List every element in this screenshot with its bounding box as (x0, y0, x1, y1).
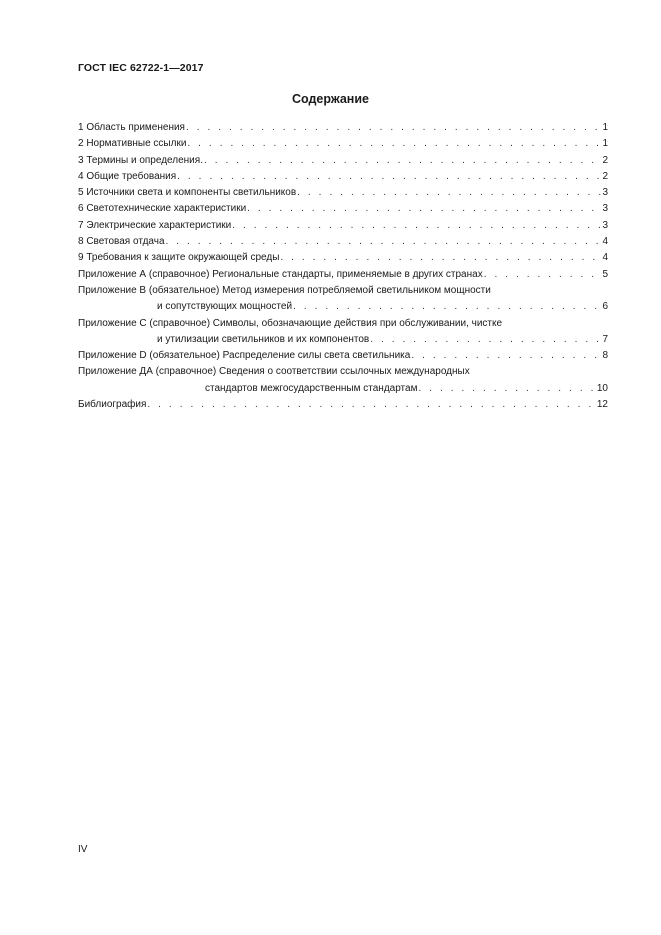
document-code: ГОСТ IEC 62722-1—2017 (78, 62, 204, 74)
toc-entry-title: 8 Световая отдача (78, 236, 165, 248)
toc-leader-dots (204, 153, 601, 169)
toc-page-number: 1 (602, 138, 608, 150)
toc-page-number: 3 (602, 187, 608, 199)
toc-entry[interactable] (78, 136, 608, 152)
toc-page-number: 8 (602, 350, 608, 362)
toc-entry[interactable] (78, 250, 608, 266)
toc-page-number: 3 (602, 203, 608, 215)
toc-entry-title: 3 Термины и определения. (78, 154, 203, 166)
toc-entry-title: Приложение С (справочное) Символы, обозначающие действия при обслуживании, чистке (78, 317, 503, 329)
toc-entry-title: 6 Светотехнические характеристики (78, 203, 247, 215)
toc-leader-dots (484, 267, 602, 283)
toc-entry-title-continuation: стандартов межгосударственным стандартам (205, 382, 418, 394)
toc-entry-title: Приложение ДА (справочное) Сведения о соответствии ссылочных международных (78, 366, 470, 378)
toc-entry[interactable] (78, 234, 608, 250)
toc-leader-dots (232, 218, 601, 234)
toc-entry[interactable] (78, 267, 608, 283)
toc-leader-dots (297, 185, 601, 201)
toc-leader-dots (418, 381, 595, 397)
toc-entry[interactable] (78, 316, 608, 349)
toc-page-number: 1 (602, 122, 608, 133)
toc-page-number: 6 (602, 301, 608, 313)
toc-leader-dots (147, 397, 595, 413)
toc-leader-dots (411, 348, 601, 364)
toc-entry-title: Библиография (78, 399, 147, 411)
toc-leader-dots (187, 136, 601, 152)
toc-leader-dots (166, 234, 602, 250)
toc-page-number: 7 (602, 333, 608, 345)
toc-entry[interactable] (78, 218, 608, 234)
toc-entry-title: 4 Общие требования (78, 170, 177, 182)
toc-entry-title: Приложение А (справочное) Региональные стандарты, применяемые в других странах (78, 268, 483, 280)
toc-entry-title: Приложение В (обязательное) Метод измерения потребляемой светильником мощности (78, 284, 491, 296)
toc-entry[interactable] (78, 348, 608, 364)
toc-entry[interactable] (78, 397, 608, 413)
toc-entry-title: 7 Электрические характеристики (78, 219, 232, 231)
toc-leader-dots (280, 250, 601, 266)
toc-page-number: 4 (602, 252, 608, 264)
toc-entry-title: 9 Требования к защите окружающей среды (78, 252, 280, 264)
toc-entry-title-continuation: и сопутствующих мощностей (157, 301, 293, 313)
toc-entry-title: Приложение D (обязательное) Распределение силы света светильника (78, 350, 411, 362)
toc-entry-title: 5 Источники света и компоненты светильников (78, 187, 297, 199)
toc-page-number: 10 (596, 382, 608, 394)
toc-page-number: 2 (602, 170, 608, 182)
toc-entry[interactable] (78, 364, 608, 397)
toc-page-number: 3 (602, 219, 608, 231)
toc-entry-title-continuation: и утилизации светильников и их компонентов (157, 333, 370, 345)
toc-entry[interactable] (78, 185, 608, 201)
toc-entry[interactable] (78, 201, 608, 217)
toc-entry-title: 1 Область применения (78, 122, 185, 133)
toc-leader-dots (177, 169, 601, 185)
toc-page-number: 2 (602, 154, 608, 166)
page-title: Содержание (291, 92, 369, 106)
toc-page-number: 4 (602, 236, 608, 248)
toc-entry[interactable] (78, 169, 608, 185)
toc-leader-dots (186, 120, 601, 136)
page-number: IV (78, 844, 88, 855)
toc-leader-dots (370, 332, 601, 348)
toc-leader-dots (247, 201, 601, 217)
toc-page-number: 12 (596, 399, 608, 411)
toc-leader-dots (293, 299, 601, 315)
toc-entry[interactable] (78, 120, 608, 136)
toc-entry[interactable] (78, 153, 608, 169)
toc-page-number: 5 (602, 268, 608, 280)
toc-entry[interactable] (78, 283, 608, 316)
toc-entry-title: 2 Нормативные ссылки (78, 138, 187, 150)
table-of-contents (78, 120, 608, 413)
